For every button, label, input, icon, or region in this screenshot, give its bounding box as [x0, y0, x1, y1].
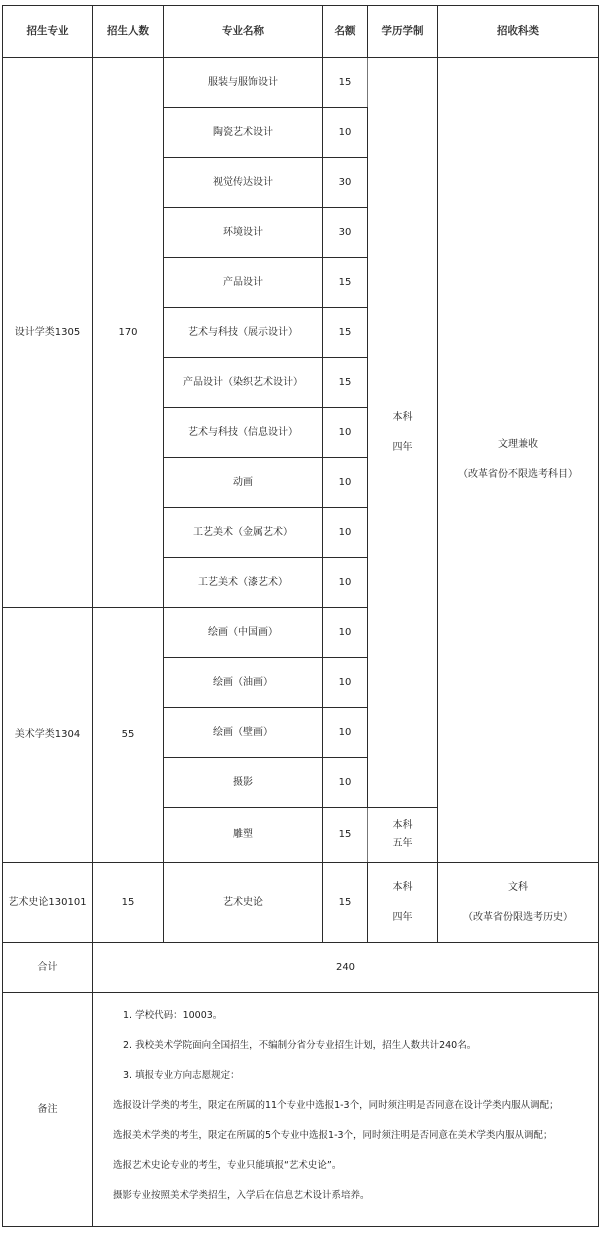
- subjects-note: （改革省份不限选考科目）: [458, 469, 578, 480]
- header-subjects: 招收科类: [438, 6, 599, 58]
- total-value: 240: [93, 943, 599, 993]
- header-category: 招生专业: [3, 6, 93, 58]
- major-quota: 10: [323, 758, 368, 808]
- group-name-fine-arts: 美术学类1304: [3, 608, 93, 863]
- major-quota: 15: [323, 308, 368, 358]
- note-line: 3. 填报专业方向志愿规定：: [123, 1070, 240, 1081]
- major-name: 服装与服饰设计: [164, 58, 323, 108]
- group-count-design: 170: [93, 58, 164, 608]
- major-quota: 10: [323, 658, 368, 708]
- major-name: 绘画（壁画）: [164, 708, 323, 758]
- table-row: [3, 863, 599, 943]
- major-name: 产品设计（染织艺术设计）: [164, 358, 323, 408]
- header-count: 招生人数: [93, 6, 164, 58]
- major-quota: 15: [323, 258, 368, 308]
- duration-five-year: [368, 808, 438, 863]
- subjects-arts-only: [438, 863, 599, 943]
- group-name-design: 设计学类1305: [3, 58, 93, 608]
- major-quota: 15: [323, 808, 368, 863]
- note-line: 摄影专业按照美术学类招生，入学后在信息艺术设计系培养。: [113, 1190, 370, 1201]
- major-name: 绘画（油画）: [164, 658, 323, 708]
- major-quota: 10: [323, 558, 368, 608]
- major-name: 环境设计: [164, 208, 323, 258]
- duration-level: 本科: [392, 411, 413, 423]
- major-quota: 10: [323, 458, 368, 508]
- major-name: 摄影: [164, 758, 323, 808]
- note-line: 选报设计学类的考生，限定在所属的11个专业中选报1-3个，同时须注明是否同意在设计学类内服从调配；: [113, 1100, 559, 1111]
- major-quota: 30: [323, 208, 368, 258]
- note-line: 选报艺术史论专业的考生，专业只能填报“艺术史论”。: [113, 1160, 342, 1171]
- major-name: 产品设计: [164, 258, 323, 308]
- major-name: 陶瓷艺术设计: [164, 108, 323, 158]
- major-name: 艺术与科技（信息设计）: [164, 408, 323, 458]
- major-name: 工艺美术（金属艺术）: [164, 508, 323, 558]
- major-name: 雕塑: [164, 808, 323, 863]
- total-label: 合计: [3, 943, 93, 993]
- duration-level: 本科: [392, 881, 413, 893]
- group-count-art-history: 15: [93, 863, 164, 943]
- subjects-arts-sciences: [438, 58, 599, 863]
- major-quota: 30: [323, 158, 368, 208]
- table-row: [3, 58, 599, 108]
- major-quota: 15: [323, 863, 368, 943]
- major-name: 艺术与科技（展示设计）: [164, 308, 323, 358]
- notes-content: [93, 993, 599, 1227]
- note-line: 1. 学校代码：10003。: [123, 1010, 223, 1021]
- major-quota: 10: [323, 708, 368, 758]
- major-quota: 10: [323, 408, 368, 458]
- major-name: 艺术史论: [164, 863, 323, 943]
- note-line: 2. 我校美术学院面向全国招生，不编制分省分专业招生计划，招生人数共计240名。: [123, 1040, 477, 1051]
- duration-years: 四年: [392, 441, 413, 453]
- note-line: 选报美术学类的考生，限定在所属的5个专业中选报1-3个，同时须注明是否同意在美术学类内服从调配；: [113, 1130, 553, 1141]
- major-quota: 10: [323, 108, 368, 158]
- notes-label: 备注: [3, 993, 93, 1227]
- major-name: 工艺美术（漆艺术）: [164, 558, 323, 608]
- duration-years: 五年: [392, 838, 413, 849]
- major-quota: 15: [323, 358, 368, 408]
- subjects-main: 文科: [508, 881, 528, 893]
- major-quota: 15: [323, 58, 368, 108]
- enrollment-plan-table: [2, 5, 599, 1227]
- major-name: 视觉传达设计: [164, 158, 323, 208]
- major-quota: 10: [323, 608, 368, 658]
- subjects-note: （改革省份限选考历史）: [463, 911, 573, 923]
- header-major-name: 专业名称: [164, 6, 323, 58]
- major-quota: 10: [323, 508, 368, 558]
- group-name-art-history: 艺术史论130101: [3, 863, 93, 943]
- major-name: 绘画（中国画）: [164, 608, 323, 658]
- group-count-fine-arts: 55: [93, 608, 164, 863]
- duration-level: 本科: [392, 820, 413, 831]
- header-quota: 名额: [323, 6, 368, 58]
- header-row: [3, 6, 599, 58]
- header-duration: 学历学制: [368, 6, 438, 58]
- subjects-main: 文理兼收: [498, 439, 538, 450]
- duration-history-four-year: [368, 863, 438, 943]
- total-row: [3, 943, 599, 993]
- notes-row: [3, 993, 599, 1227]
- duration-four-year: [368, 58, 438, 808]
- major-name: 动画: [164, 458, 323, 508]
- duration-years: 四年: [392, 911, 413, 923]
